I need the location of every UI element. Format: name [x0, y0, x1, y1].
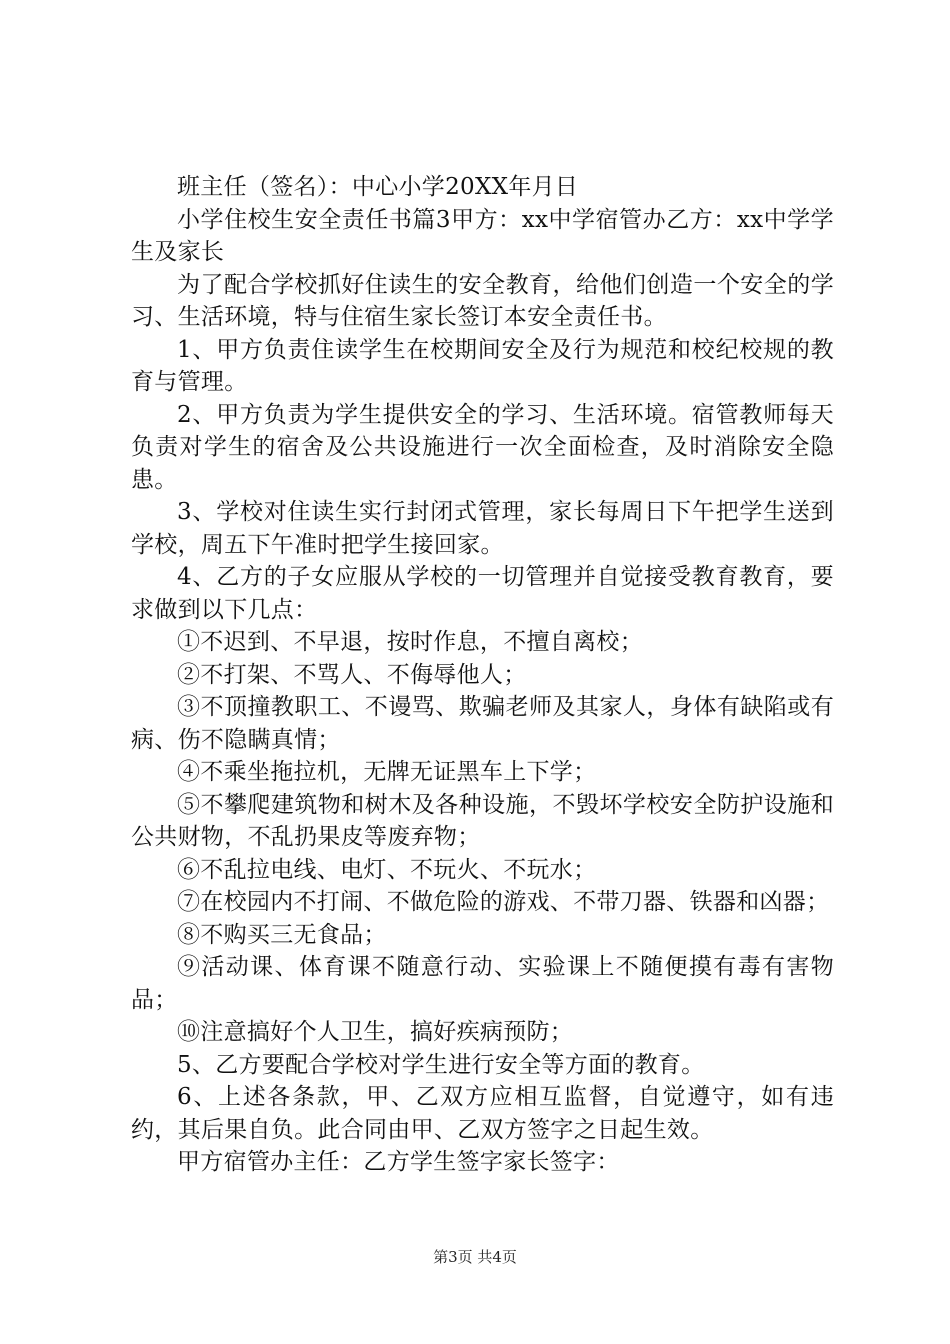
paragraph-clause-5: 5、乙方要配合学校对学生进行安全等方面的教育。: [177, 1051, 705, 1078]
paragraph-clause-4: 4、乙方的子女应服从学校的一切管理并自觉接受教育教育，要求做到以下几点：: [131, 564, 834, 623]
list-item-rule-6: ⑥不乱拉电线、电灯、不玩火、不玩水；: [177, 856, 597, 883]
paragraph-title-parties: 小学住校生安全责任书篇3甲方：xx中学宿管办乙方：xx中学学生及家长: [131, 206, 834, 265]
document-body: [131, 171, 834, 1179]
paragraph-intro: 为了配合学校抓好住读生的安全教育，给他们创造一个安全的学习、生活环境，特与住宿生家长签订本安全责任书。: [131, 271, 834, 330]
list-item-rule-7: ⑦在校园内不打闹、不做危险的游戏、不带刀器、铁器和凶器；: [177, 889, 830, 915]
paragraph-signatures: 甲方宿管办主任：乙方学生签字家长签字：: [177, 1149, 620, 1175]
list-item-rule-8: ⑧不购买三无食品；: [177, 921, 387, 948]
list-item-rule-5: ⑤不攀爬建筑物和树木及各种设施，不毁坏学校安全防护设施和公共财物，不乱扔果皮等废弃物；: [131, 791, 834, 850]
paragraph-clause-6: 6、上述各条款，甲、乙双方应相互监督，自觉遵守，如有违约，其后果自负。此合同由甲、乙双方签字之日起生效。: [131, 1084, 834, 1143]
list-item-rule-2: ②不打架、不骂人、不侮辱他人；: [177, 661, 527, 688]
list-item-rule-1: ①不迟到、不早退，按时作息，不擅自离校；: [177, 629, 643, 655]
page-number-footer: 第3页 共4页: [433, 1248, 517, 1266]
list-item-rule-4: ④不乘坐拖拉机，无牌无证黑车上下学；: [177, 759, 597, 785]
paragraph-clause-2: 2、甲方负责为学生提供安全的学习、生活环境。宿管教师每天负责对学生的宿舍及公共设施进行一次全面检查，及时消除安全隐患。: [131, 401, 834, 493]
paragraph-clause-3: 3、学校对住读生实行封闭式管理，家长每周日下午把学生送到学校，周五下午准时把学生接回家。: [131, 499, 834, 558]
list-item-rule-3: ③不顶撞教职工、不谩骂、欺骗老师及其家人，身体有缺陷或有病、伤不隐瞒真情；: [131, 694, 834, 753]
paragraph-clause-1: 1、甲方负责住读学生在校期间安全及行为规范和校纪校规的教育与管理。: [131, 336, 834, 395]
paragraph-signature-line: 班主任（签名）：中心小学20XX年月日: [177, 174, 579, 200]
list-item-rule-10: ⑩注意搞好个人卫生，搞好疾病预防；: [177, 1019, 574, 1045]
list-item-rule-9: ⑨活动课、体育课不随意行动、实验课上不随便摸有毒有害物品；: [131, 954, 834, 1013]
